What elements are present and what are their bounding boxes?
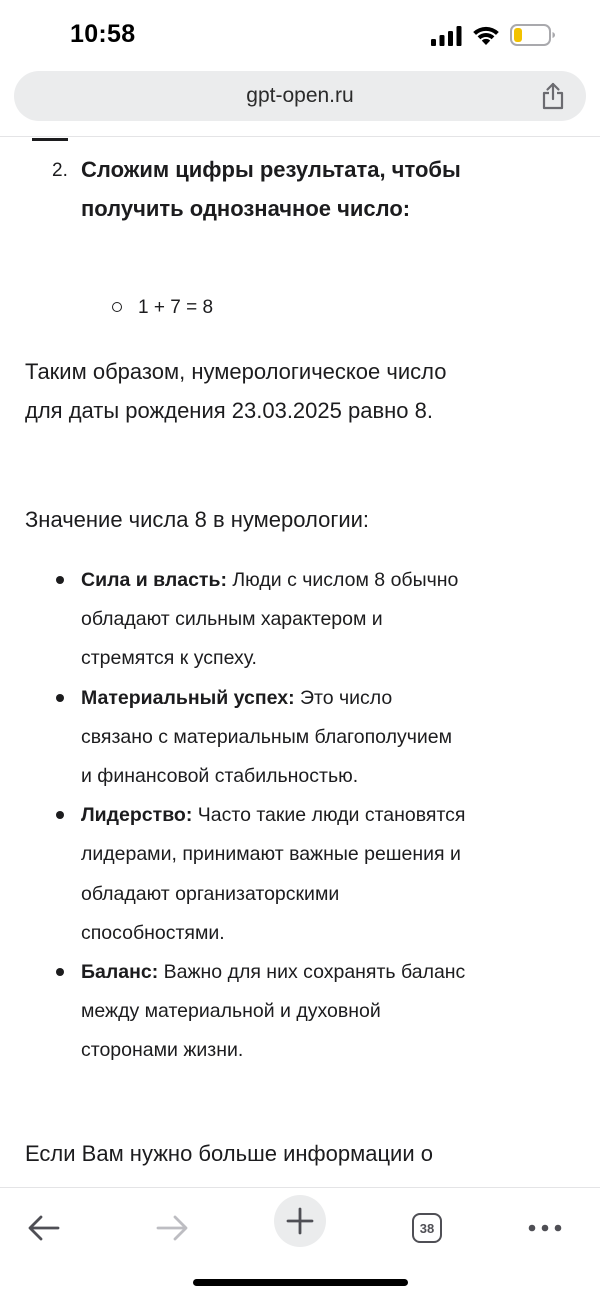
tabs-icon [412, 1213, 442, 1243]
new-tab-button[interactable] [274, 1195, 326, 1247]
list-item [0, 953, 466, 1071]
step-number: 2. [52, 160, 68, 181]
status-bar [0, 0, 600, 68]
list-item-text: Люди с числом 8 обычно обладают сильным характером и стремятся к успеху. [81, 569, 459, 670]
list-item [0, 679, 466, 797]
bullet-icon [56, 576, 64, 584]
back-arrow-icon [27, 1214, 61, 1242]
list-item-text: Это число связано с материальным благополучием и финансовой стабильностью. [81, 686, 452, 788]
step-title: Сложим цифры результата, чтобы получить однозначное число: [81, 157, 461, 221]
sub-list-item: 1 + 7 = 8 [138, 297, 214, 318]
closing-paragraph: Если Вам нужно больше информации о [25, 1141, 433, 1166]
status-time: 10:58 [70, 20, 136, 48]
forward-arrow-icon [155, 1214, 189, 1242]
signal-icon [431, 26, 463, 46]
bullet-icon [56, 694, 64, 702]
tabs-button[interactable] [397, 1198, 457, 1258]
wifi-icon [472, 24, 500, 46]
list-item-title: Баланс: [81, 961, 159, 984]
meaning-list [0, 561, 600, 1071]
list-item-text: Важно для них сохранять баланс между материальной и духовной сторонами жизни. [81, 961, 466, 1062]
forward-button[interactable] [142, 1198, 202, 1258]
bullet-icon [56, 968, 64, 976]
list-item-title: Материальный успех: [81, 686, 295, 709]
battery-icon [510, 24, 556, 46]
meaning-heading: Значение числа 8 в нумерологии: [25, 507, 370, 532]
address-url[interactable]: gpt-open.ru [246, 84, 354, 107]
list-item-title: Лидерство: [81, 804, 193, 827]
list-item-title: Сила и власть: [81, 569, 227, 591]
content-top-rule [32, 138, 68, 141]
sub-list-bullet [112, 302, 122, 312]
result-paragraph: Таким образом, нумерологическое число для даты рождения 23.03.2025 равно 8. [25, 359, 447, 423]
more-menu-button[interactable] [515, 1198, 575, 1258]
more-icon [528, 1223, 562, 1233]
list-item [0, 796, 466, 953]
share-icon[interactable] [540, 82, 566, 110]
address-bar[interactable] [14, 71, 586, 121]
list-item-text: Часто такие люди становятся лидерами, принимают важные решения и обладают организаторскими способностями. [81, 804, 466, 944]
plus-icon [286, 1207, 314, 1235]
list-item [0, 561, 466, 679]
back-button[interactable] [14, 1198, 74, 1258]
home-indicator [193, 1279, 408, 1286]
bullet-icon [56, 811, 64, 819]
tabs-count: 38 [419, 1220, 435, 1236]
header-divider [0, 136, 600, 137]
